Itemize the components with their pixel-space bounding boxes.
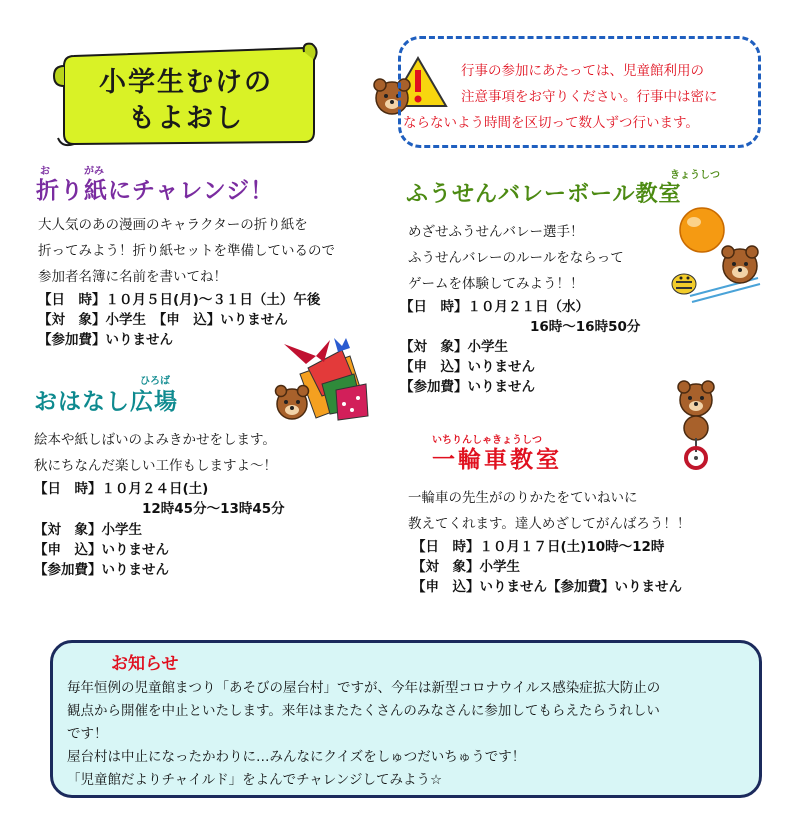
balloon-body-1: めざせふうせんバレー選手！ [408,224,584,240]
ohanashi-detail-date: 【日 時】１０月２４日(土) [34,481,209,497]
info-line-1: 毎年恒例の児童館まつり「あそびの屋台村」ですが、今年は新型コロナウイルス感染症拡大防止の [67,680,661,696]
unicycle-detail-apply-fee: 【申 込】いりません【参加費】いりません [412,579,682,595]
unicycle-detail-date: 【日 時】１０月１７日(土)10時～12時 [412,539,665,555]
unicycle-body-2: 教えてくれます。達人めざしてがんばろう！！ [408,516,691,532]
balloon-body-3: ゲームを体験してみよう！！ [408,276,584,292]
ohanashi-body-1: 絵本や紙しばいのよみきかせをします。 [34,432,276,448]
notice-line-1: 行事の参加にあたっては、児童館利用の [461,63,704,79]
ohanashi-detail-apply: 【申 込】いりません [34,542,169,558]
unicycle-title: 一輪車教室 [432,447,562,473]
ohanashi-body-2: 秋にちなんだ楽しい工作もしますよ～！ [34,458,277,474]
notice-box [398,36,761,148]
info-line-5: 「児童館だよりチャイルド」をよんでチャレンジしてみよう☆ [67,772,443,788]
unicycle-ruby: いちりんしゃきょうしつ [432,435,542,446]
ohanashi-detail-time: 12時45分～13時45分 [142,501,285,517]
info-line-4: 屋台村は中止になったかわりに…みんなにクイズをしゅつだいちゅうです！ [67,749,526,765]
info-box [50,640,762,798]
info-line-2: 観点から開催を中止といたします。来年はまたたくさんのみなさんに参加してもらえたらうれしい [67,703,660,719]
origami-body-1: 大人気のあの漫画のキャラクターの折り紙を [38,217,308,233]
balloon-volleyball-bear-icon [662,204,782,314]
balloon-detail-target: 【対 象】小学生 [400,339,508,355]
balloon-title: ふうせんバレーボール教室 [406,182,682,207]
origami-detail-target: 【対 象】小学生 【申 込】いりません [38,312,288,328]
title-banner [52,42,320,148]
origami-ruby-1: お [40,166,50,177]
balloon-body-2: ふうせんバレーのルールをならって [408,250,624,266]
origami-crane-bear-icon [272,334,372,424]
origami-detail-date: 【日 時】１０月５日(月)～３１日（土）午後 [38,292,321,308]
unicycle-detail-target: 【対 象】小学生 [412,559,520,575]
balloon-detail-fee: 【参加費】いりません [400,379,535,395]
balloon-detail-time: 16時～16時50分 [530,319,641,335]
banner-title-line2: もよおし [128,103,244,134]
unicycle-body-1: 一輪車の先生がのりかたをていねいに [408,490,638,506]
origami-title: 折り紙にチャレンジ！ [36,178,275,204]
balloon-ruby: きょうしつ [670,170,720,181]
balloon-detail-apply: 【申 込】いりません [400,359,535,375]
info-line-3: です！ [67,726,108,742]
notice-line-3: ならないよう時間を区切って数人ずつ行います。 [403,115,699,131]
ohanashi-detail-fee: 【参加費】いりません [34,562,169,578]
ohanashi-title: おはなし広場 [34,389,178,415]
info-title: お知らせ [111,654,179,674]
origami-body-3: 参加者名簿に名前を書いてね！ [38,269,227,285]
unicycle-bear-icon [664,378,728,470]
origami-detail-fee: 【参加費】いりません [38,332,173,348]
origami-ruby-2: がみ [84,166,104,177]
banner-title-line1: 小学生むけの [99,67,273,98]
notice-line-2: 注意事項をお守りください。行事中は密に [461,89,718,105]
ohanashi-ruby: ひろば [140,376,170,387]
ohanashi-detail-target: 【対 象】小学生 [34,522,142,538]
origami-body-2: 折ってみよう！折り紙セットを準備しているので [38,243,335,259]
balloon-detail-date: 【日 時】１０月２１日（水） [400,299,589,315]
